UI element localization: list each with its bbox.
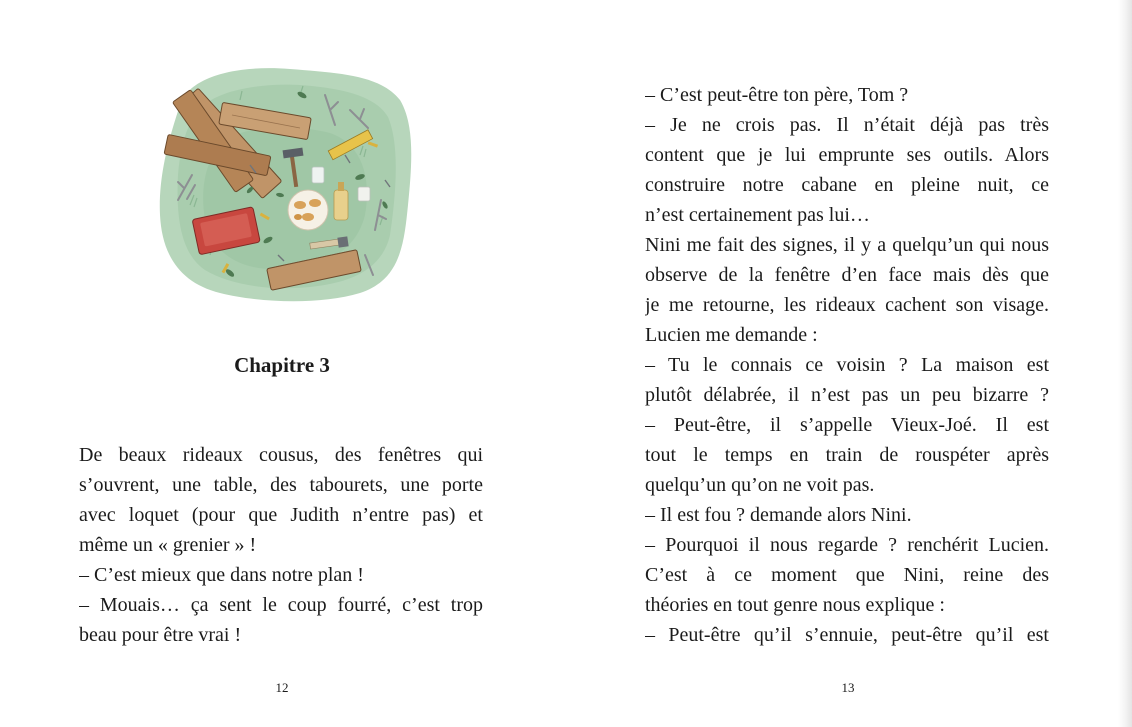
text-line: – Pourquoi il nous regarde ? renchérit Lucien. (645, 534, 1049, 556)
scattered-tools-illustration-icon (150, 55, 415, 305)
text-line: Nini me fait des signes, il y a quelqu’un qui nous (645, 234, 1049, 256)
text-line: avec loquet (pour que Judith n’entre pas) et (79, 504, 483, 526)
page-edge-shadow (1118, 0, 1132, 727)
text-line: théories en tout genre nous explique : (645, 594, 945, 616)
text-line: construire notre cabane en pleine nuit, ce (645, 174, 1049, 196)
page-number: 13 (841, 680, 855, 695)
text-line: – Peut-être, il s’appelle Vieux-Joé. Il est (645, 414, 1049, 436)
page-number: 12 (275, 680, 289, 695)
text-line: content que je lui emprunte ses outils. Alors (645, 144, 1049, 166)
text-line: s’ouvrent, une table, des tabourets, une porte (79, 474, 483, 496)
text-line: même un « grenier » ! (79, 534, 257, 556)
text-line: – Tu le connais ce voisin ? La maison est (645, 354, 1049, 376)
right-page-text (645, 80, 1049, 650)
text-line: quelqu’un qu’on ne voit pas. (645, 474, 875, 496)
right-page (566, 0, 1118, 727)
text-line: Lucien me demande : (645, 324, 818, 346)
chapter-title: Chapitre 3 (234, 353, 330, 377)
text-line: – Je ne crois pas. Il n’était déjà pas très (645, 114, 1049, 136)
text-line: je me retourne, les rideaux cachent son visage. (645, 294, 1049, 316)
text-line: beau pour être vrai ! (79, 624, 242, 646)
text-line: De beaux rideaux cousus, des fenêtres qui (79, 444, 483, 466)
text-line: – Il est fou ? demande alors Nini. (645, 504, 912, 526)
text-line: plutôt délabrée, il n’est pas un peu bizarre ? (645, 384, 1049, 406)
text-line: – C’est mieux que dans notre plan ! (79, 564, 364, 586)
text-line: n’est certainement pas lui… (645, 204, 870, 226)
text-line: – Mouais… ça sent le coup fourré, c’est trop (79, 594, 483, 616)
text-line: C’est à ce moment que Nini, reine des (645, 564, 1049, 586)
text-line: – C’est peut-être ton père, Tom ? (645, 84, 909, 106)
text-line: – Peut-être qu’il s’ennuie, peut-être qu’il est (645, 624, 1049, 646)
text-line: tout le temps en train de rouspéter après (645, 444, 1049, 466)
left-page-text (79, 440, 483, 650)
text-line: observe de la fenêtre d’en face mais dès que (645, 264, 1049, 286)
